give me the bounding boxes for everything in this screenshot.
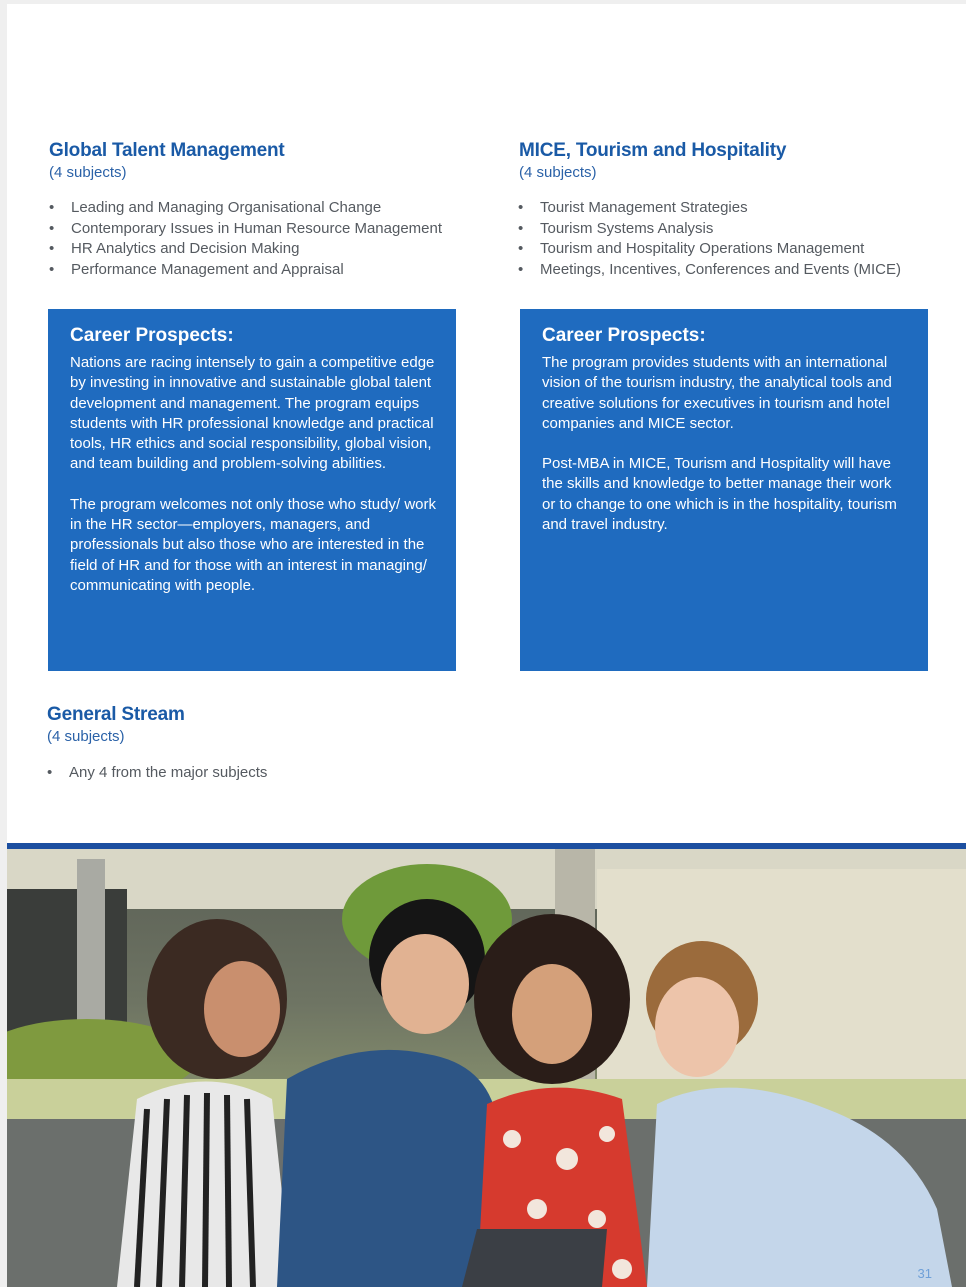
students-illustration bbox=[7, 849, 966, 1287]
list-item: • Any 4 from the major subjects bbox=[47, 764, 268, 781]
general-stream-count: (4 subjects) bbox=[47, 728, 125, 745]
brochure-page bbox=[7, 4, 966, 1287]
subject-text: Tourism Systems Analysis bbox=[540, 219, 714, 237]
career-heading: Career Prospects: bbox=[542, 325, 706, 346]
students-photo bbox=[7, 843, 966, 1287]
subject-text: Any 4 from the major subjects bbox=[69, 764, 268, 781]
list-item: • HR Analytics and Decision Making bbox=[49, 240, 300, 257]
global-talent-subjects bbox=[49, 198, 442, 280]
denim-shirt bbox=[277, 1050, 497, 1287]
face bbox=[512, 964, 592, 1064]
career-prospects-box-hr bbox=[48, 309, 456, 671]
career-prospects-box-mice bbox=[520, 309, 928, 671]
list-item: • Meetings, Incentives, Conferences and Events (MICE) bbox=[518, 260, 901, 278]
mice-subjects bbox=[518, 198, 901, 280]
mice-count: (4 subjects) bbox=[519, 164, 597, 181]
laptop bbox=[462, 1229, 607, 1287]
mice-title: MICE, Tourism and Hospitality bbox=[519, 140, 787, 161]
career-paragraph: The program welcomes not only those who study/ work in the HR sector—employers, managers, and professionals but also those who are interested in the field of HR and for those with an interest in managing/ communicating with people. bbox=[70, 495, 436, 594]
face bbox=[381, 934, 469, 1034]
subject-text: Contemporary Issues in Human Resource Management bbox=[71, 219, 443, 237]
page-number: 31 bbox=[917, 1266, 932, 1281]
face bbox=[655, 977, 739, 1077]
subject-text: Performance Management and Appraisal bbox=[71, 260, 344, 278]
career-paragraph: Nations are racing intensely to gain a competitive edge by investing in innovative and sustainable global talent development and management. The program equips students with HR professional knowledge and practical tools, HR ethics and social responsibility, global vision, and team building and problem-solving abilities. bbox=[70, 354, 435, 473]
list-item: • Contemporary Issues in Human Resource Management bbox=[49, 219, 443, 237]
subject-text: Tourist Management Strategies bbox=[540, 199, 748, 216]
career-paragraph: Post-MBA in MICE, Tourism and Hospitality will have the skills and knowledge to better manage their work or to change to one which is in the hospitality, tourism and travel industry. bbox=[542, 455, 897, 534]
career-heading: Career Prospects: bbox=[70, 325, 234, 346]
subject-text: Meetings, Incentives, Conferences and Events (MICE) bbox=[540, 260, 901, 278]
list-item: • Tourist Management Strategies bbox=[518, 199, 748, 216]
subject-text: Tourism and Hospitality Operations Management bbox=[540, 240, 865, 257]
general-stream-subjects bbox=[47, 763, 267, 784]
list-item: • Leading and Managing Organisational Change bbox=[49, 199, 382, 216]
subject-text: HR Analytics and Decision Making bbox=[71, 240, 300, 257]
list-item: • Performance Management and Appraisal bbox=[49, 260, 344, 278]
subject-text: Leading and Managing Organisational Change bbox=[71, 199, 382, 216]
face bbox=[204, 961, 280, 1057]
list-item: • Tourism Systems Analysis bbox=[518, 219, 714, 237]
list-item: • Tourism and Hospitality Operations Management bbox=[518, 240, 865, 257]
career-paragraph: The program provides students with an international vision of the tourism industry, the analytical tools and creative solutions for executives in tourism and hotel companies and MICE sector. bbox=[542, 354, 892, 432]
general-stream-title: General Stream bbox=[47, 704, 185, 725]
dark-wall bbox=[7, 889, 127, 1039]
global-talent-count: (4 subjects) bbox=[49, 164, 127, 181]
global-talent-title: Global Talent Management bbox=[49, 140, 285, 161]
